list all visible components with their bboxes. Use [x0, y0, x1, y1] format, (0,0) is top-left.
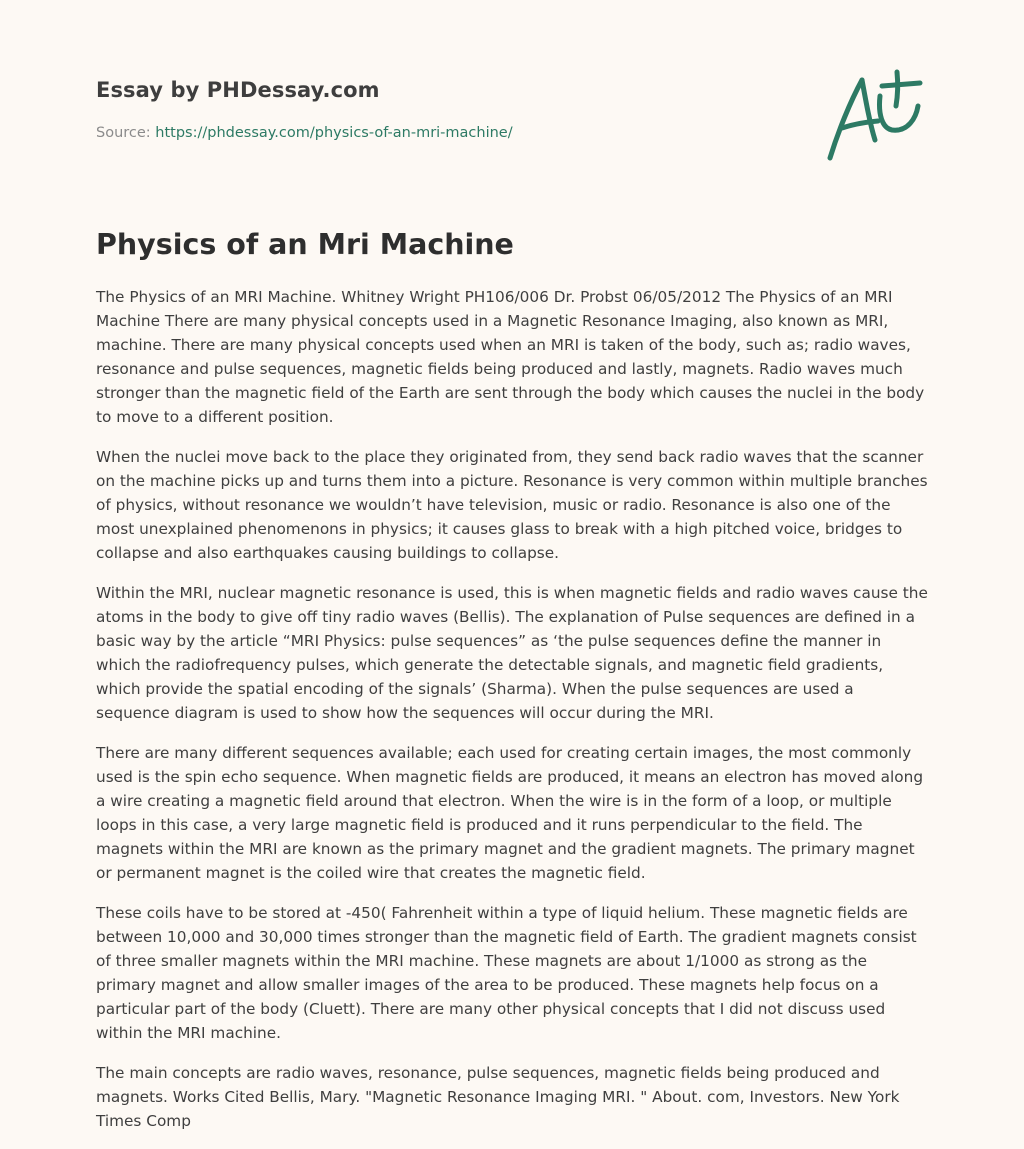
brand-title: Essay by PHDessay.com	[96, 78, 380, 102]
a-plus-logo-icon	[820, 66, 928, 166]
essay-body	[96, 285, 928, 1149]
paragraph: The Physics of an MRI Machine. Whitney Wright PH106/006 Dr. Probst 06/05/2012 The Physics of an MRI Machine There are many physical concepts used in a Magnetic Resonance Imaging, also known as MRI, machine. There are many physical concepts used when an MRI is taken of the body, such as; radio waves, resonance and pulse sequences, magnetic fields being produced and lastly, magnets. Radio waves much stronger than the magnetic field of the Earth are sent through the body which causes the nuclei in the body to move to a different position.	[96, 288, 925, 426]
paragraph: There are many different sequences available; each used for creating certain images, the most commonly used is the spin echo sequence. When magnetic fields are produced, it means an electron has moved along a wire creating a magnetic field around that electron. When the wire is in the form of a loop, or multiple loops in this case, a very large magnetic field is produced and it runs perpendicular to the field. The magnets within the MRI are known as the primary magnet and the gradient magnets. The primary magnet or permanent magnet is the coiled wire that creates the magnetic field.	[96, 744, 924, 882]
paragraph: The main concepts are radio waves, resonance, pulse sequences, magnetic fields being produced and magnets. Works Cited Bellis, Mary. "Magnetic Resonance Imaging MRI. " About. com, Investors. New York Times Comp	[96, 1064, 900, 1130]
paragraph: When the nuclei move back to the place they originated from, they send back radio waves that the scanner on the machine picks up and turns them into a picture. Resonance is very common within multiple branches of physics, without resonance we wouldn’t have television, music or radio. Resonance is also one of the most unexplained phenomenons in physics; it causes glass to break with a high pitched voice, bridges to collapse and also earthquakes causing buildings to collapse.	[96, 448, 928, 562]
paragraph: Within the MRI, nuclear magnetic resonance is used, this is when magnetic fields and radio waves cause the atoms in the body to give off tiny radio waves (Bellis). The explanation of Pulse sequences are defined in a basic way by the article “MRI Physics: pulse sequences” as ‘the pulse sequences define the manner in which the radiofrequency pulses, which generate the detectable signals, and magnetic field gradients, which provide the spatial encoding of the signals’ (Sharma). When the pulse sequences are used a sequence diagram is used to show how the sequences will occur during the MRI.	[96, 584, 928, 722]
essay-header	[96, 74, 796, 143]
paragraph: These coils have to be stored at -450( Fahrenheit within a type of liquid helium. These magnetic fields are between 10,000 and 30,000 times stronger than the magnetic field of Earth. The gradient magnets consist of three smaller magnets within the MRI machine. These magnets are about 1/1000 as strong as the primary magnet and allow smaller images of the area to be produced. These magnets help focus on a particular part of the body (Cluett). There are many other physical concepts that I did not discuss used within the MRI machine.	[96, 904, 917, 1042]
essay-title: Physics of an Mri Machine	[96, 228, 514, 261]
source-label: Source:	[96, 125, 151, 141]
source-link[interactable]: https://phdessay.com/physics-of-an-mri-machine/	[155, 125, 513, 141]
source-line	[96, 123, 796, 143]
